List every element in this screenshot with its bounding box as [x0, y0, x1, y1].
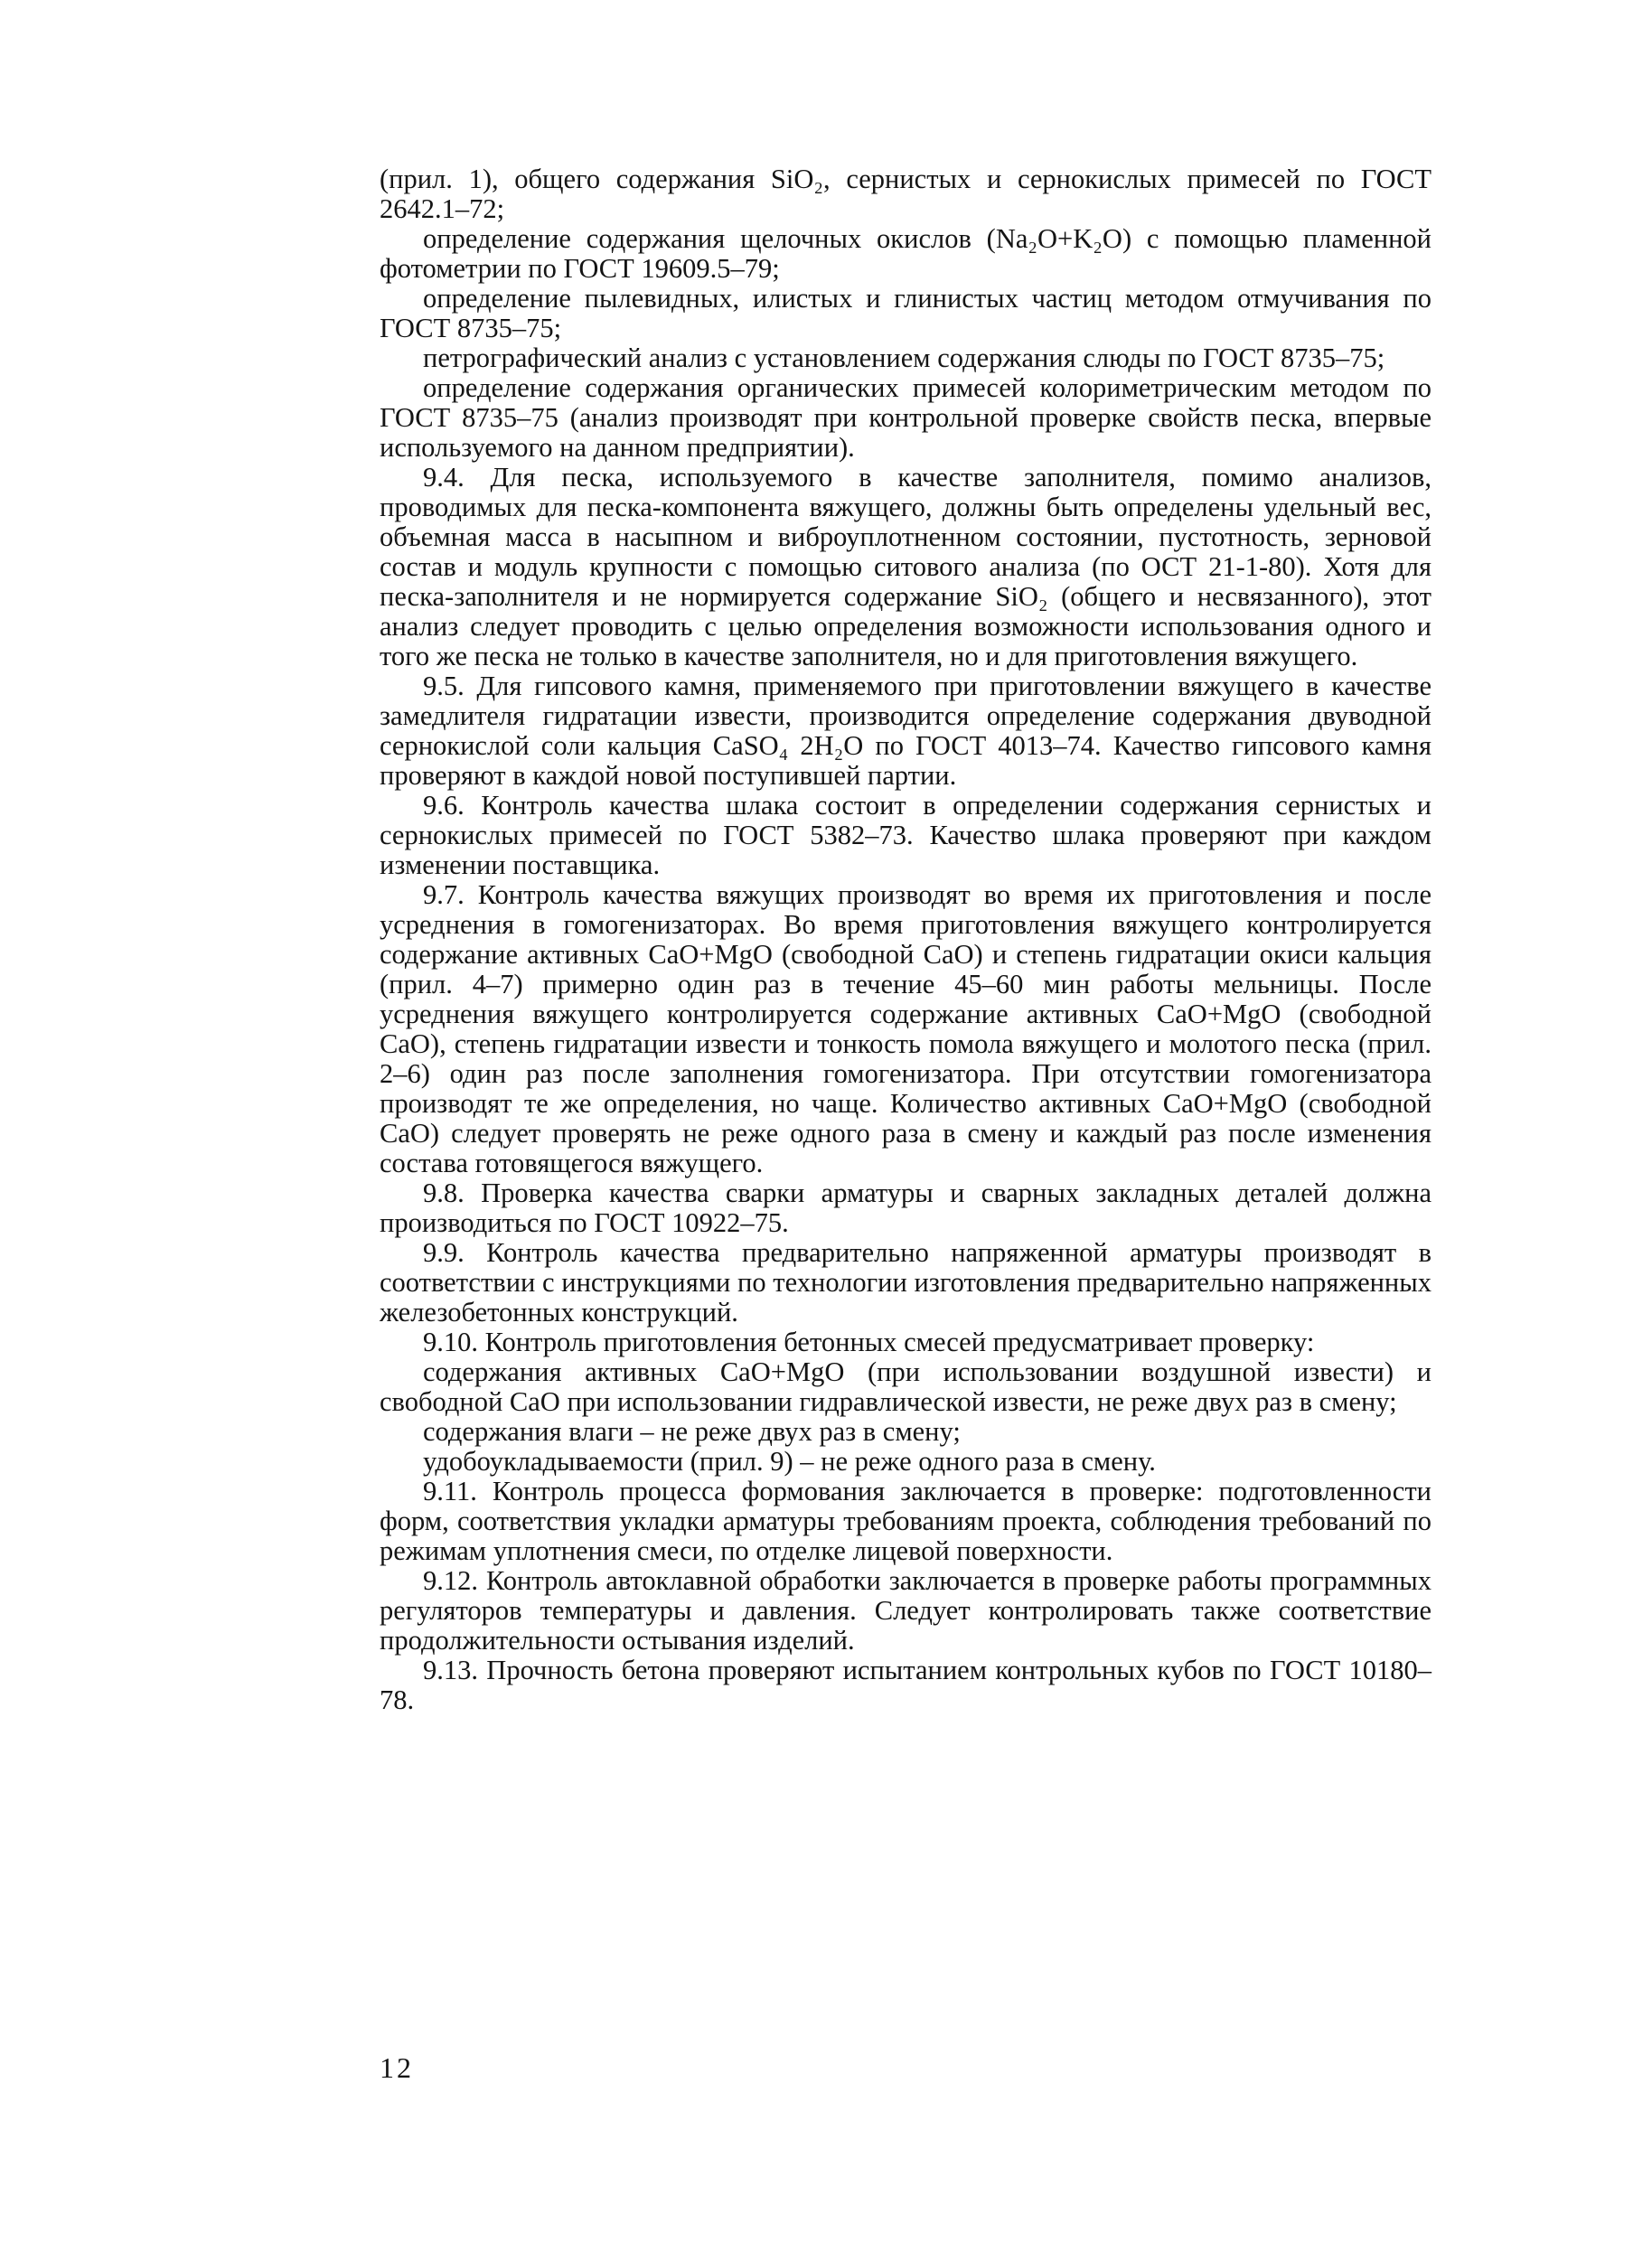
paragraph-organic-impurities: определение содержания органических примесей колориметрическим методом по ГОСТ 8735–75 (анализ производят при контрольной проверке свойств песка, впервые используемого на данном предприятии).: [380, 372, 1431, 463]
paragraph-9-12: 9.12. Контроль автоклавной обработки заключается в проверке работы программных регуляторов температуры и давления. Следует контролировать также соответствие продолжительности остывания изделий.: [380, 1565, 1431, 1656]
paragraph-9-8: 9.8. Проверка качества сварки арматуры и сварных закладных деталей должна производиться по ГОСТ 10922–75.: [380, 1178, 1431, 1238]
paragraph-alkali-oxides: определение содержания щелочных окислов (Na₂O+K₂O) с помощью пламенной фотометрии по ГОСТ 19609.5–79;: [380, 223, 1431, 284]
paragraph-petrographic-analysis: петрографический анализ с установлением содержания слюды по ГОСТ 8735–75;: [423, 342, 1385, 373]
paragraph-9-6: 9.6. Контроль качества шлака состоит в определении содержания сернистых и сернокислых примесей по ГОСТ 5382–73. Качество шлака проверяют при каждом изменении поставщика.: [380, 790, 1431, 880]
paragraph-9-10-workability: удобоукладываемости (прил. 9) – не реже одного раза в смену.: [423, 1446, 1156, 1477]
paragraph-9-7: 9.7. Контроль качества вяжущих производят во время их приготовления и после усреднения в гомогенизаторах. Во время приготовления вяжущего контролируется содержание активных CaO+MgO (свободной CaO) и степень гидратации окиси кальция (прил. 4–7) примерно один раз в течение 45–60 мин работы мельницы. После усреднения вяжущего контролируется содержание активных CaO+MgO (свободной CaO), степень гидратации извести и тонкость помола вяжущего и молотого песка (прил. 2–6) один раз после заполнения гомогенизатора. При отсутствии гомогенизатора производят те же определения, но чаще. Количество активных CaO+MgO (свободной CaO) следует проверять не реже одного раза в смену и каждый раз после изменения состава готовящегося вяжущего.: [380, 879, 1431, 1178]
paragraph-9-9: 9.9. Контроль качества предварительно напряженной арматуры производят в соответствии с инструкциями по технологии изготовления предварительно напряженных железобетонных конструкций.: [380, 1237, 1431, 1328]
paragraph-9-5: 9.5. Для гипсового камня, применяемого при приготовлении вяжущего в качестве замедлителя гидратации извести, производится определение содержания двуводной сернокислой соли кальция CaSO₄ 2H₂O по ГОСТ 4013–74. Качество гипсового камня проверяют в каждой новой поступившей партии.: [380, 671, 1431, 791]
page-body: [380, 164, 1431, 2198]
page-number: 12: [380, 2051, 414, 2084]
paragraph-9-10: 9.10. Контроль приготовления бетонных смесей предусматривает проверку:: [423, 1327, 1315, 1357]
paragraph-9-4: 9.4. Для песка, используемого в качестве заполнителя, помимо анализов, проводимых для песка-компонента вяжущего, должны быть определены удельный вес, объемная масса в насыпном и виброуплотненном состоянии, пустотность, зерновой состав и модуль крупности с помощью ситового анализа (по ОСТ 21-1-80). Хотя для песка-заполнителя и не нормируется содержание SiO₂ (общего и несвязанного), этот анализ следует проводить с целью определения возможности использования одного и того же песка не только в качестве заполнителя, но и для приготовления вяжущего.: [380, 462, 1431, 671]
paragraph-sio2-gost2642: (прил. 1), общего содержания SiO₂, сернистых и сернокислых примесей по ГОСТ 2642.1–72;: [380, 164, 1431, 224]
paragraph-9-10-moisture: содержания влаги – не реже двух раз в смену;: [423, 1416, 961, 1447]
paragraph-9-11: 9.11. Контроль процесса формования заключается в проверке: подготовленности форм, соответствия укладки арматуры требованиям проекта, соблюдения требований по режимам уплотнения смеси, по отделке лицевой поверхности.: [380, 1476, 1431, 1566]
paragraph-dust-particles: определение пылевидных, илистых и глинистых частиц методом отмучивания по ГОСТ 8735–75;: [380, 283, 1431, 343]
paragraph-9-13: 9.13. Прочность бетона проверяют испытанием контрольных кубов по ГОСТ 10180–78.: [380, 1655, 1431, 1715]
paragraph-9-10-active-oxides: содержания активных CaO+MgO (при использовании воздушной извести) и свободной CaO при использовании гидравлической извести, не реже двух раз в смену;: [380, 1356, 1431, 1417]
